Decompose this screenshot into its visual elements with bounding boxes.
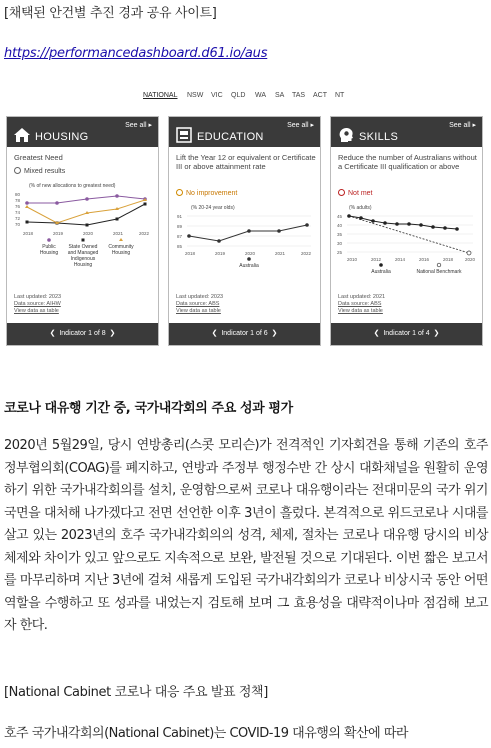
- legend-indigenous-2: and Managed: [67, 250, 99, 256]
- x-tick: 2020: [83, 231, 94, 236]
- y-tick: 76: [15, 204, 21, 209]
- card-title: EDUCATION: [197, 131, 264, 143]
- x-tick: 2019: [53, 231, 64, 236]
- legend-community: Community: [108, 244, 134, 250]
- house-icon: [13, 126, 31, 144]
- nav-act[interactable]: ACT: [313, 92, 327, 99]
- point: [144, 203, 147, 206]
- x-tick: 2018: [23, 231, 34, 236]
- legend-benchmark: National Benchmark: [416, 269, 462, 275]
- chevron-right-icon[interactable]: ❯: [271, 330, 278, 337]
- head-gear-icon: [337, 126, 355, 144]
- view-table-link[interactable]: View data as table: [176, 308, 221, 314]
- point: [305, 223, 309, 227]
- y-tick: 30: [337, 241, 343, 246]
- education-chart: [173, 203, 318, 283]
- x-tick: 2010: [347, 257, 358, 262]
- nav-qld[interactable]: QLD: [231, 92, 246, 99]
- view-table-link[interactable]: View data as table: [14, 308, 59, 314]
- point: [116, 218, 119, 221]
- mixed-icon: [14, 167, 21, 174]
- legend-australia: Australia: [239, 263, 259, 269]
- card-pager[interactable]: ❮ Indicator 1 of 4 ❯: [331, 323, 482, 345]
- point: [407, 222, 411, 226]
- not-met-icon: [338, 189, 345, 196]
- y-tick: 40: [337, 223, 343, 228]
- housing-card: [6, 116, 159, 346]
- point: [443, 226, 447, 230]
- legend-indigenous-4: Housing: [73, 262, 93, 268]
- chevron-right-icon[interactable]: ❯: [109, 330, 116, 337]
- y-tick: 91: [177, 214, 183, 219]
- legend-public-2: Housing: [39, 250, 59, 256]
- card-pager[interactable]: ❮ Indicator 1 of 6 ❯: [169, 323, 320, 345]
- nav-national[interactable]: NATIONAL: [143, 92, 178, 99]
- point: [359, 216, 363, 220]
- legend-marker: [379, 263, 383, 267]
- point: [347, 214, 351, 218]
- x-tick: 2022: [301, 251, 312, 256]
- page-heading: [채택된 안건별 추진 경과 공유 사이트]: [4, 6, 217, 21]
- x-tick: 2019: [215, 251, 226, 256]
- status-badge: Mixed results: [14, 167, 65, 175]
- y-tick: 78: [15, 198, 21, 203]
- data-source-link[interactable]: Data source: ABS: [176, 301, 220, 307]
- card-description: Greatest Need: [14, 153, 63, 162]
- y-tick: 85: [177, 244, 183, 249]
- see-all-link[interactable]: See all ▸: [287, 122, 314, 129]
- y-tick: 35: [337, 232, 343, 237]
- body-paragraph-2: 호주 국가내각회의(National Cabinet)는 COVID-19 대유행의 확산에 따라: [4, 726, 408, 741]
- nav-sa[interactable]: SA: [275, 92, 285, 99]
- y-tick: 89: [177, 224, 183, 229]
- card-meta: Last updated: 2023 Data source: ABS View data as table: [176, 294, 224, 314]
- legend-community-2: Housing: [111, 250, 131, 256]
- housing-card-header: [7, 117, 158, 147]
- chevron-right-icon[interactable]: ❯: [433, 330, 440, 337]
- skills-card: [330, 116, 483, 346]
- x-tick: 2016: [419, 257, 430, 262]
- point: [115, 194, 119, 198]
- status-badge: Not met: [338, 189, 373, 197]
- card-meta: Last updated: 2023 Data source: AIHW View data as table: [14, 294, 62, 314]
- x-tick: 2012: [371, 257, 382, 262]
- point: [277, 229, 281, 233]
- legend-indigenous-3: Indigenous: [70, 256, 96, 262]
- series-line-australia: [189, 225, 307, 241]
- legend-marker: [82, 239, 85, 242]
- x-tick: 2018: [185, 251, 196, 256]
- y-tick: 45: [337, 214, 343, 219]
- y-tick: 87: [177, 234, 183, 239]
- dashboard-screenshot: [0, 86, 491, 358]
- point: [467, 251, 471, 255]
- education-card-header: [169, 117, 320, 147]
- y-tick: 80: [15, 192, 21, 197]
- see-all-link[interactable]: See all ▸: [125, 122, 152, 129]
- point: [55, 201, 59, 205]
- legend-marker: [119, 238, 123, 241]
- x-tick: 2022: [139, 231, 150, 236]
- legend-marker: [437, 263, 441, 267]
- state-nav: [0, 86, 491, 106]
- point: [247, 229, 251, 233]
- card-meta: Last updated: 2021 Data source: ABS View data as table: [338, 294, 386, 314]
- x-tick: 2021: [275, 251, 286, 256]
- section-title: 코로나 대유행 기간 중, 국가내각회의 주요 성과 평가: [4, 401, 293, 416]
- body-paragraph: 2020년 5월29일, 당시 연방총리(스콧 모리슨)가 전격적인 기자회견을 통해 기존의 호주정부협의회(COAG)를 폐지하고, 연방과 주정부 행정수반 간 상시 대화채널을 원활히 운영하기 위한 국가내각회의를 설치, 운영함으로써 코로나 대유행이라는 전대미문의 국가 위기 국면을 대처해 나가겠다고 전면 선언한 이후 3년이 흘렀다. 본격적으로 위드코로나 시대를 살고 있는 2023년의 호주 국가내각회의의 성격, 체제, 절차는 코로나 대유행 당시의 비상체제와 차이가 있고 앞으로도 지속적으로 보완, 발전될 것으로 기대된다. 이번 짧은 보고서를 마무리하며 지난 3년에 걸쳐 새롭게 도입된 국가내각회의가 코로나 비상시국 동안 어떤 역할을 수행하고 또 성과를 내었는지 검토해 보며 그 효용성을 대략적이나마 점검해 보고자 한다.: [4, 438, 488, 633]
- point: [217, 239, 221, 243]
- point: [371, 219, 375, 223]
- nav-vic[interactable]: VIC: [211, 92, 223, 99]
- x-tick: 2018: [443, 257, 454, 262]
- nav-nsw[interactable]: NSW: [187, 92, 204, 99]
- status-badge: No improvement: [176, 189, 237, 197]
- point: [187, 234, 191, 238]
- point: [395, 222, 399, 226]
- x-tick: 2020: [245, 251, 256, 256]
- nav-wa[interactable]: WA: [255, 92, 267, 99]
- chart-caption: (% adults): [349, 205, 372, 211]
- education-icon: [175, 126, 193, 144]
- see-all-link[interactable]: See all ▸: [449, 122, 476, 129]
- chevron-left-icon[interactable]: ❮: [211, 330, 218, 337]
- series-line-benchmark: [349, 216, 469, 253]
- nav-nt[interactable]: NT: [335, 92, 345, 99]
- skills-card-header: [331, 117, 482, 147]
- y-tick: 74: [15, 210, 21, 215]
- data-source-link[interactable]: Data source: AIHW: [14, 301, 61, 307]
- card-title: HOUSING: [35, 131, 89, 143]
- x-tick: 2020: [465, 257, 476, 262]
- card-description: Reduce the number of Australians without a Certificate III qualification or above: [338, 153, 477, 171]
- legend-marker: [247, 257, 251, 261]
- subheading: [National Cabinet 코로나 대응 주요 발표 정책]: [4, 685, 268, 700]
- education-card: [168, 116, 321, 346]
- point: [86, 224, 89, 227]
- card-pager[interactable]: ❮ Indicator 1 of 8 ❯: [7, 323, 158, 345]
- point: [383, 221, 387, 225]
- y-tick: 70: [15, 222, 21, 227]
- y-tick: 72: [15, 216, 21, 221]
- nav-tas[interactable]: TAS: [292, 92, 306, 99]
- dashboard-link[interactable]: https://performancedashboard.d61.io/aus: [4, 46, 268, 61]
- no-improvement-icon: [176, 189, 183, 196]
- point: [419, 223, 423, 227]
- chart-caption: (% of new allocations to greatest need): [29, 183, 116, 189]
- legend-public: Public: [42, 244, 56, 250]
- x-tick: 2014: [395, 257, 406, 262]
- series-line-australia: [349, 216, 457, 229]
- skills-chart: [335, 203, 480, 285]
- card-description: Lift the Year 12 or equivalent or Certificate III or above attainment rate: [176, 153, 316, 171]
- x-tick: 2021: [113, 231, 124, 236]
- data-source-link[interactable]: Data source: ABS: [338, 301, 382, 307]
- housing-chart: [11, 179, 156, 289]
- point: [25, 201, 29, 205]
- point: [431, 225, 435, 229]
- point: [455, 227, 459, 231]
- legend-australia: Australia: [371, 269, 391, 275]
- series-line-indigenous: [27, 204, 145, 225]
- chevron-left-icon[interactable]: ❮: [49, 330, 56, 337]
- y-tick: 25: [337, 250, 343, 255]
- legend-marker: [47, 238, 51, 242]
- card-title: SKILLS: [359, 131, 399, 143]
- view-table-link[interactable]: View data as table: [338, 308, 383, 314]
- point: [26, 221, 29, 224]
- legend-indigenous: State Owned: [68, 244, 98, 250]
- chart-caption: (% 20-24 year olds): [191, 205, 235, 211]
- point: [25, 205, 29, 208]
- chevron-left-icon[interactable]: ❮: [373, 330, 380, 337]
- point: [85, 197, 89, 201]
